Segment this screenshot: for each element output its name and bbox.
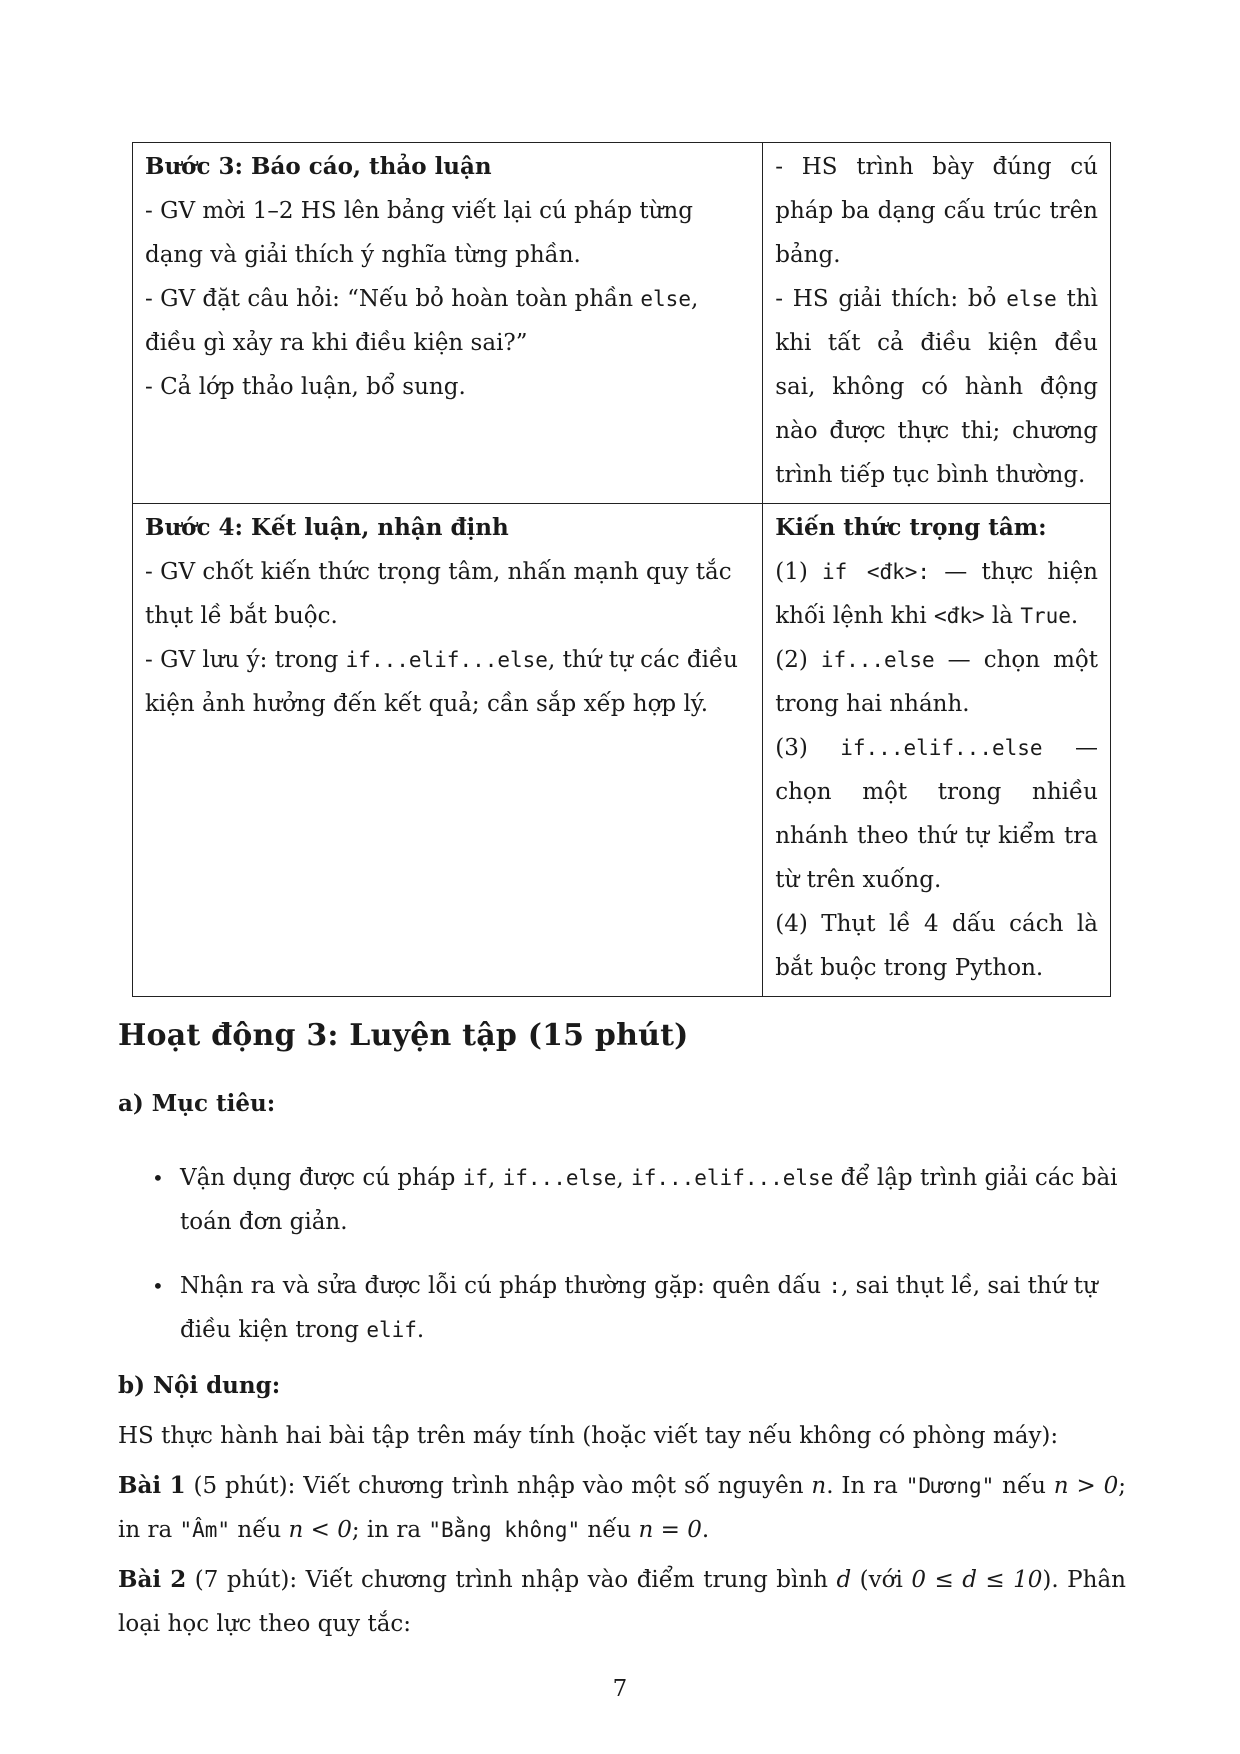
bullet1-text: Vận dụng được cú pháp: [180, 1165, 463, 1191]
content-heading: b) Nội dung:: [118, 1372, 281, 1399]
bullet1-sep2: ,: [616, 1165, 632, 1191]
exercise-2-text: (7 phút): Viết chương trình nhập vào điểm trung bình: [186, 1567, 837, 1593]
exercise-1-text3: nếu: [994, 1473, 1054, 1499]
code-if-elif-else: if...elif...else: [840, 736, 1043, 760]
key-point-3: [775, 726, 1098, 902]
code-if-else: if...else: [820, 648, 935, 672]
code-elif: elif: [366, 1318, 417, 1342]
list-item: [118, 1264, 1126, 1352]
code-bang-khong: "Bằng không": [428, 1518, 581, 1542]
code-if-elif-else: if...elif...else: [631, 1166, 834, 1190]
step4-line2-text: - GV lưu ý: trong: [145, 647, 346, 673]
page-number: 7: [612, 1676, 628, 1702]
step3-student-cell: [763, 143, 1111, 504]
student-line2-text-end: thì khi tất cả điều kiện đều sai, không có hành động nào được thực thi; chương trình tiếp tục bình thường.: [775, 286, 1098, 488]
math-n-positive: n > 0: [1053, 1473, 1119, 1499]
math-n-negative: n < 0: [288, 1517, 352, 1543]
key-point-2: [775, 638, 1098, 726]
bullet2-text-end: .: [416, 1317, 425, 1343]
code-else: else: [1006, 287, 1057, 311]
math-n: n: [811, 1473, 827, 1499]
exercise-1-text6: ; in ra: [351, 1517, 429, 1543]
exercise-intro: HS thực hành hai bài tập trên máy tính (hoặc viết tay nếu không có phòng máy):: [118, 1423, 1059, 1449]
key-point-1-num: (1): [775, 559, 822, 585]
step3-teacher-cell: [133, 143, 763, 504]
step4-teacher-cell: [133, 504, 763, 997]
key-point-4: (4) Thụt lề 4 dấu cách là bắt buộc trong Python.: [775, 911, 1098, 981]
exercise-2-text3: ). Phân loại học lực theo quy tắc:: [118, 1567, 1126, 1637]
step4-line2-text-end: , thứ tự các điều kiện ảnh hưởng đến kết quả; cần sắp xếp hợp lý.: [145, 647, 738, 717]
exercise-1-end: .: [701, 1517, 710, 1543]
section-title: Hoạt động 3: Luyện tập (15 phút): [118, 1018, 689, 1053]
key-point-1: [775, 550, 1098, 638]
step3-line2: [145, 277, 750, 365]
step3-line3: - Cả lớp thảo luận, bổ sung.: [145, 374, 466, 400]
key-knowledge-title: Kiến thức trọng tâm:: [775, 514, 1047, 541]
exercise-1-text2: . In ra: [826, 1473, 906, 1499]
key-point-2-num: (2): [775, 647, 821, 673]
bullet2-text: Nhận ra và sửa được lỗi cú pháp thường gặp: quên dấu: [180, 1273, 829, 1299]
bullet1-text-end: để lập trình giải các bài toán đơn giản.: [180, 1165, 1118, 1235]
code-colon: :: [828, 1274, 842, 1298]
math-n-zero: n = 0: [638, 1517, 702, 1543]
math-d: d: [836, 1567, 852, 1593]
exercise-2-text2: (với: [851, 1567, 912, 1593]
list-item: [118, 1156, 1126, 1244]
step3-line2-text-end: , điều gì xảy ra khi điều kiện sai?”: [145, 286, 699, 356]
step3-title: Bước 3: Báo cáo, thảo luận: [145, 153, 492, 180]
table-row: [133, 143, 1111, 504]
step3-student-line2: [775, 277, 1098, 497]
math-d-range: 0 ≤ d ≤ 10: [911, 1567, 1043, 1593]
key-knowledge-cell: [763, 504, 1111, 997]
step4-line1: - GV chốt kiến thức trọng tâm, nhấn mạnh quy tắc thụt lề bắt buộc.: [145, 559, 732, 629]
key-point-1-text: — thực hiện khối lệnh khi: [775, 559, 1098, 629]
step4-line2: [145, 638, 750, 726]
exercise-1: [118, 1464, 1126, 1552]
code-if-elif-else: if...elif...else: [345, 648, 548, 672]
exercise-1-text5: nếu: [230, 1517, 289, 1543]
exercise-1-text: (5 phút): Viết chương trình nhập vào một số nguyên: [185, 1473, 812, 1499]
step4-title: Bước 4: Kết luận, nhận định: [145, 514, 509, 541]
student-line2-text: - HS giải thích: bỏ: [775, 286, 1007, 312]
table-row: [133, 504, 1111, 997]
key-point-1-text2: là: [984, 603, 1021, 629]
exercise-1-label: Bài 1: [118, 1472, 186, 1499]
bullet2-text-mid: , sai thụt lề, sai thứ tự điều kiện trong: [180, 1273, 1098, 1343]
activity-table: [132, 142, 1111, 997]
key-point-2-text: — chọn một trong hai nhánh.: [775, 647, 1099, 717]
key-point-3-text: — chọn một trong nhiều nhánh theo thứ tự kiểm tra từ trên xuống.: [775, 735, 1098, 893]
exercise-2-label: Bài 2: [118, 1566, 187, 1593]
code-if-else: if...else: [502, 1166, 617, 1190]
step3-line1: - GV mời 1–2 HS lên bảng viết lại cú pháp từng dạng và giải thích ý nghĩa từng phần.: [145, 198, 693, 268]
exercise-1-text4: ; in ra: [118, 1473, 1127, 1543]
key-point-3-num: (3): [775, 735, 841, 761]
step3-line2-text: - GV đặt câu hỏi: “Nếu bỏ hoàn toàn phần: [145, 286, 641, 312]
code-true: True: [1020, 604, 1071, 628]
objectives-list: [118, 1156, 1126, 1372]
bullet1-sep: ,: [488, 1165, 503, 1191]
code-if-cond: if <đk>:: [822, 560, 931, 584]
code-cond: <đk>: [934, 604, 985, 628]
step3-student-line1: - HS trình bày đúng cú pháp ba dạng cấu trúc trên bảng.: [775, 154, 1098, 268]
objectives-heading: a) Mục tiêu:: [118, 1090, 276, 1117]
code-am: "Âm": [179, 1518, 231, 1542]
code-if: if: [462, 1166, 488, 1190]
code-duong: "Dương": [905, 1474, 995, 1498]
code-else: else: [640, 287, 691, 311]
exercise-1-text7: nếu: [580, 1517, 639, 1543]
exercise-2: [118, 1558, 1126, 1646]
key-point-1-end: .: [1070, 603, 1079, 629]
